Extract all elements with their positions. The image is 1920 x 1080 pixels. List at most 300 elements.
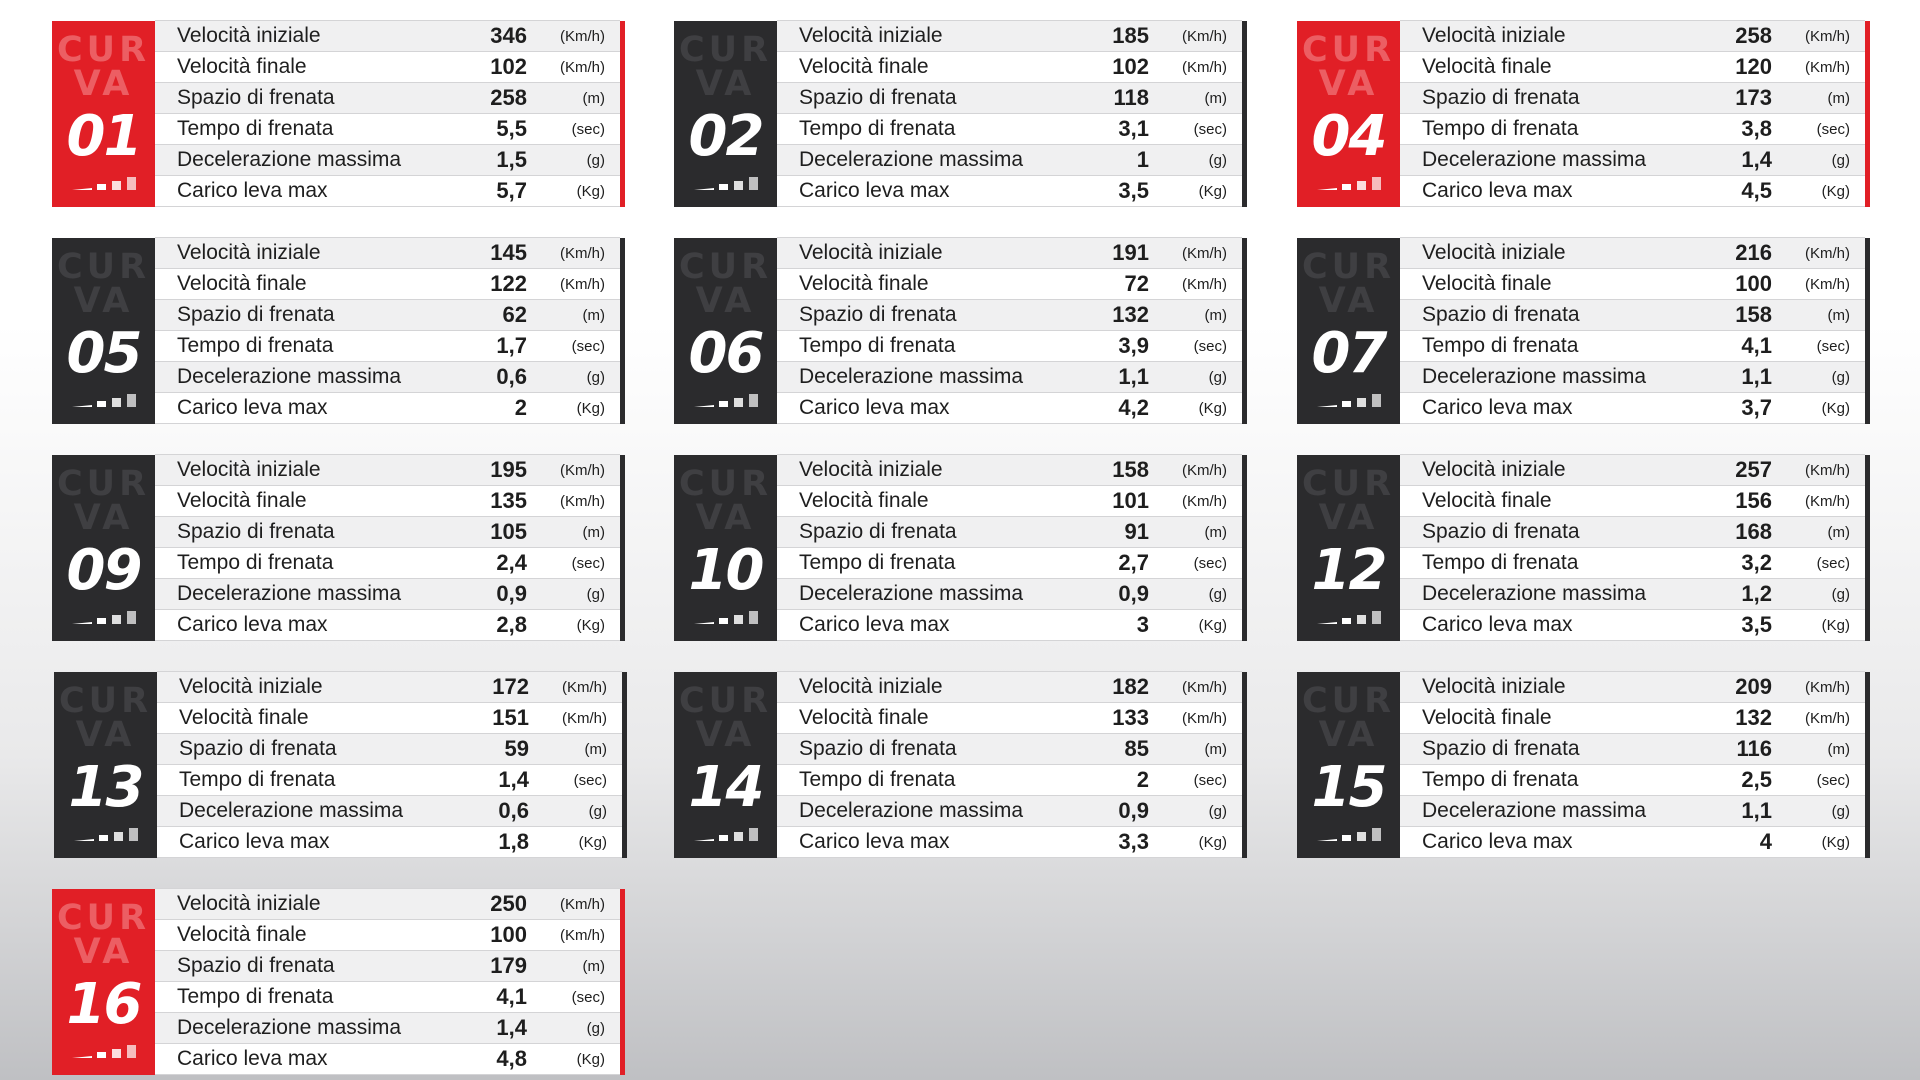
- stat-unit: (Km/h): [560, 926, 605, 944]
- stat-label: Decelerazione massima: [799, 799, 1024, 822]
- stat-label: Velocità iniziale: [177, 458, 321, 481]
- curve-card: [52, 238, 625, 424]
- curve-stats-table: [155, 21, 625, 207]
- stat-value: 62: [502, 302, 527, 327]
- stat-label: Decelerazione massima: [799, 582, 1024, 605]
- stat-row-final-speed: [777, 269, 1242, 300]
- stat-row-braking-distance: [1400, 300, 1865, 331]
- stat-label: Spazio di frenata: [799, 86, 957, 109]
- stat-value: 85: [1124, 736, 1149, 761]
- stat-label: Velocità finale: [1422, 489, 1552, 512]
- stat-row-max-deceleration: [1400, 145, 1865, 176]
- stat-unit: (m): [1204, 740, 1227, 758]
- stat-label: Decelerazione massima: [799, 365, 1024, 388]
- stat-label: Spazio di frenata: [177, 303, 335, 326]
- stat-value: 5,7: [496, 178, 527, 203]
- stat-row-max-deceleration: [155, 1013, 620, 1044]
- stat-value: 346: [490, 23, 527, 48]
- stat-unit: (Km/h): [1182, 678, 1227, 696]
- stat-value: 1: [1136, 147, 1149, 172]
- stat-value: 91: [1124, 519, 1149, 544]
- stat-label: Tempo di frenata: [177, 551, 334, 574]
- stat-unit: (g): [1831, 368, 1850, 386]
- stat-unit: (Kg): [1198, 616, 1227, 634]
- stat-value: 2,4: [496, 550, 527, 575]
- stat-label: Tempo di frenata: [177, 334, 334, 357]
- stat-row-braking-distance: [157, 734, 622, 765]
- stat-label: Carico leva max: [799, 179, 950, 202]
- stat-value: 257: [1735, 457, 1772, 482]
- stat-label: Tempo di frenata: [1422, 551, 1579, 574]
- stat-row-braking-distance: [155, 300, 620, 331]
- stat-label: Velocità iniziale: [799, 24, 943, 47]
- curve-card: [52, 455, 625, 641]
- stat-value: 191: [1112, 240, 1149, 265]
- stat-row-braking-time: [1400, 548, 1865, 579]
- stat-unit: (m): [582, 957, 605, 975]
- stat-value: 185: [1112, 23, 1149, 48]
- curve-number: 02: [688, 104, 763, 169]
- stat-unit: (g): [1208, 151, 1227, 169]
- curve-number: 14: [688, 755, 763, 820]
- stat-label: Velocità iniziale: [1422, 458, 1566, 481]
- stat-value: 145: [490, 240, 527, 265]
- stat-label: Tempo di frenata: [177, 117, 334, 140]
- stat-unit: (g): [1831, 802, 1850, 820]
- stat-value: 3,8: [1741, 116, 1772, 141]
- curve-number: 07: [1311, 321, 1386, 386]
- stat-row-braking-distance: [155, 83, 620, 114]
- stat-value: 250: [490, 891, 527, 916]
- curve-stats-table: [1400, 672, 1870, 858]
- stat-row-braking-time: [777, 548, 1242, 579]
- stat-unit: (Km/h): [1182, 27, 1227, 45]
- curve-word-top: CUR: [56, 464, 151, 504]
- stat-unit: (m): [1827, 740, 1850, 758]
- signal-bars-icon: [1317, 828, 1383, 842]
- stat-unit: (sec): [1816, 120, 1850, 138]
- signal-bars-icon: [694, 177, 760, 191]
- stat-unit: (g): [586, 1019, 605, 1037]
- stat-label: Decelerazione massima: [1422, 365, 1647, 388]
- stat-unit: (m): [1827, 306, 1850, 324]
- stat-unit: (g): [1208, 368, 1227, 386]
- stat-value: 72: [1124, 271, 1149, 296]
- curve-badge: [54, 672, 157, 858]
- stat-unit: (Km/h): [560, 492, 605, 510]
- stat-unit: (Km/h): [562, 709, 607, 727]
- stat-row-max-lever-load: [777, 176, 1242, 207]
- stat-label: Tempo di frenata: [179, 768, 336, 791]
- stat-row-final-speed: [1400, 703, 1865, 734]
- stat-label: Velocità finale: [177, 923, 307, 946]
- stat-label: Velocità iniziale: [799, 458, 943, 481]
- stat-value: 100: [490, 922, 527, 947]
- stat-unit: (Km/h): [1182, 58, 1227, 76]
- stat-label: Carico leva max: [1422, 613, 1573, 636]
- stat-unit: (Km/h): [560, 27, 605, 45]
- stat-label: Velocità finale: [1422, 706, 1552, 729]
- stat-row-initial-speed: [1400, 672, 1865, 703]
- stat-value: 1,1: [1741, 798, 1772, 823]
- stat-label: Carico leva max: [1422, 396, 1573, 419]
- stat-row-braking-time: [1400, 331, 1865, 362]
- curve-stats-table: [777, 672, 1247, 858]
- stat-label: Tempo di frenata: [1422, 117, 1579, 140]
- curve-word-top: CUR: [678, 464, 773, 504]
- stat-label: Carico leva max: [177, 1047, 328, 1070]
- signal-bars-icon: [72, 611, 138, 625]
- stat-value: 1,5: [496, 147, 527, 172]
- stat-unit: (sec): [573, 771, 607, 789]
- stat-unit: (sec): [1193, 554, 1227, 572]
- curve-word-top: CUR: [58, 681, 153, 721]
- signal-bars-icon: [1317, 177, 1383, 191]
- stat-value: 118: [1113, 85, 1149, 110]
- curve-number: 10: [688, 538, 763, 603]
- stat-row-braking-distance: [155, 517, 620, 548]
- stat-row-max-deceleration: [777, 579, 1242, 610]
- curve-stats-table: [777, 455, 1247, 641]
- stat-unit: (Kg): [1821, 616, 1850, 634]
- stat-unit: (g): [1831, 151, 1850, 169]
- stat-value: 4,5: [1741, 178, 1772, 203]
- curve-word-bottom: VA: [75, 715, 136, 755]
- stat-unit: (Km/h): [1182, 492, 1227, 510]
- stat-unit: (Km/h): [1182, 461, 1227, 479]
- curve-stats-table: [777, 238, 1247, 424]
- stat-row-max-lever-load: [155, 176, 620, 207]
- stat-label: Spazio di frenata: [1422, 737, 1580, 760]
- stat-value: 0,6: [496, 364, 527, 389]
- signal-bars-icon: [72, 394, 138, 408]
- stat-label: Decelerazione massima: [1422, 148, 1647, 171]
- stat-unit: (m): [1827, 523, 1850, 541]
- stat-row-initial-speed: [777, 21, 1242, 52]
- stat-unit: (g): [1208, 585, 1227, 603]
- stat-unit: (Kg): [578, 833, 607, 851]
- curve-number: 15: [1311, 755, 1386, 820]
- stat-unit: (Kg): [1821, 182, 1850, 200]
- stat-row-max-deceleration: [155, 145, 620, 176]
- stat-unit: (sec): [1816, 771, 1850, 789]
- stat-row-max-deceleration: [777, 796, 1242, 827]
- stat-label: Carico leva max: [179, 830, 330, 853]
- curve-word-bottom: VA: [73, 498, 134, 538]
- stat-value: 4,2: [1118, 395, 1149, 420]
- stat-unit: (Kg): [576, 1050, 605, 1068]
- stat-value: 158: [1735, 302, 1772, 327]
- stat-label: Velocità finale: [799, 55, 929, 78]
- stat-unit: (Km/h): [560, 58, 605, 76]
- stat-value: 120: [1735, 54, 1772, 79]
- stat-unit: (sec): [571, 554, 605, 572]
- curve-word-top: CUR: [56, 898, 151, 938]
- stat-value: 4,1: [1741, 333, 1772, 358]
- stat-value: 4,8: [496, 1046, 527, 1071]
- stat-row-max-lever-load: [155, 610, 620, 641]
- stat-row-max-lever-load: [777, 393, 1242, 424]
- stat-unit: (Km/h): [1182, 275, 1227, 293]
- stat-value: 258: [490, 85, 527, 110]
- stat-label: Carico leva max: [799, 830, 950, 853]
- curve-word-top: CUR: [1301, 30, 1396, 70]
- stat-row-initial-speed: [777, 455, 1242, 486]
- stat-row-max-deceleration: [777, 362, 1242, 393]
- stat-label: Carico leva max: [1422, 830, 1573, 853]
- stat-row-max-lever-load: [777, 827, 1242, 858]
- stat-row-initial-speed: [155, 889, 620, 920]
- stat-row-braking-distance: [1400, 517, 1865, 548]
- curve-card: [1297, 672, 1870, 858]
- stat-value: 0,9: [1118, 798, 1149, 823]
- stat-unit: (Km/h): [1182, 709, 1227, 727]
- stat-label: Velocità iniziale: [799, 675, 943, 698]
- stat-label: Tempo di frenata: [799, 117, 956, 140]
- curve-word-top: CUR: [678, 681, 773, 721]
- stat-label: Spazio di frenata: [1422, 86, 1580, 109]
- stat-value: 258: [1735, 23, 1772, 48]
- curve-word-bottom: VA: [695, 64, 756, 104]
- curve-badge: [52, 455, 155, 641]
- curve-word-bottom: VA: [695, 715, 756, 755]
- stat-unit: (sec): [571, 337, 605, 355]
- stat-row-initial-speed: [157, 672, 622, 703]
- stat-row-max-deceleration: [1400, 362, 1865, 393]
- stat-label: Velocità finale: [1422, 272, 1552, 295]
- stat-value: 100: [1735, 271, 1772, 296]
- stat-unit: (Km/h): [560, 275, 605, 293]
- stat-value: 1,1: [1118, 364, 1149, 389]
- stat-label: Carico leva max: [799, 396, 950, 419]
- stat-label: Decelerazione massima: [177, 1016, 402, 1039]
- curve-badge: [52, 21, 155, 207]
- stat-unit: (Km/h): [1805, 492, 1850, 510]
- stat-row-final-speed: [155, 486, 620, 517]
- stat-value: 173: [1735, 85, 1772, 110]
- stat-unit: (g): [1208, 802, 1227, 820]
- stat-label: Decelerazione massima: [177, 365, 402, 388]
- stat-value: 0,6: [498, 798, 529, 823]
- stat-row-max-deceleration: [155, 579, 620, 610]
- signal-bars-icon: [74, 828, 140, 842]
- stat-value: 122: [490, 271, 527, 296]
- curve-card: [674, 455, 1247, 641]
- curve-stats-table: [157, 672, 627, 858]
- stat-label: Decelerazione massima: [177, 148, 402, 171]
- curve-word-bottom: VA: [73, 64, 134, 104]
- stat-label: Tempo di frenata: [177, 985, 334, 1008]
- stat-label: Carico leva max: [799, 613, 950, 636]
- stat-value: 4,1: [496, 984, 527, 1009]
- curve-card: [1297, 455, 1870, 641]
- stat-value: 172: [492, 674, 529, 699]
- stat-unit: (g): [586, 585, 605, 603]
- stat-value: 105: [490, 519, 527, 544]
- stat-value: 3,2: [1741, 550, 1772, 575]
- stat-unit: (Kg): [1821, 399, 1850, 417]
- curve-stats-table: [155, 455, 625, 641]
- stat-value: 0,9: [1118, 581, 1149, 606]
- stat-row-max-lever-load: [777, 610, 1242, 641]
- curve-badge: [674, 238, 777, 424]
- stat-value: 59: [504, 736, 529, 761]
- curve-stats-table: [1400, 21, 1870, 207]
- stat-row-braking-distance: [777, 734, 1242, 765]
- stat-value: 132: [1735, 705, 1772, 730]
- curve-badge: [1297, 238, 1400, 424]
- stat-value: 1,4: [496, 1015, 527, 1040]
- curve-number: 05: [66, 321, 141, 386]
- stat-row-max-lever-load: [155, 1044, 620, 1075]
- stat-value: 116: [1736, 736, 1772, 761]
- curve-card: [1297, 21, 1870, 207]
- curve-card: [1297, 238, 1870, 424]
- stat-unit: (m): [1204, 89, 1227, 107]
- stat-row-final-speed: [1400, 269, 1865, 300]
- stat-unit: (Km/h): [1805, 275, 1850, 293]
- stat-label: Spazio di frenata: [179, 737, 337, 760]
- stat-unit: (g): [586, 151, 605, 169]
- stat-row-max-deceleration: [157, 796, 622, 827]
- stat-value: 102: [490, 54, 527, 79]
- stat-row-max-lever-load: [1400, 393, 1865, 424]
- curve-number: 09: [66, 538, 141, 603]
- stat-unit: (Km/h): [1805, 244, 1850, 262]
- curve-number: 13: [68, 755, 143, 820]
- stat-unit: (sec): [571, 120, 605, 138]
- curve-word-top: CUR: [1301, 681, 1396, 721]
- stat-label: Velocità iniziale: [177, 241, 321, 264]
- stat-row-initial-speed: [777, 238, 1242, 269]
- stat-unit: (Km/h): [560, 461, 605, 479]
- stat-unit: (g): [588, 802, 607, 820]
- stat-value: 3,5: [1741, 612, 1772, 637]
- stat-label: Velocità finale: [177, 272, 307, 295]
- stat-value: 158: [1112, 457, 1149, 482]
- curve-card: [52, 889, 625, 1075]
- stat-label: Spazio di frenata: [1422, 520, 1580, 543]
- curve-word-top: CUR: [1301, 464, 1396, 504]
- curve-card: [54, 672, 627, 858]
- stat-row-final-speed: [1400, 52, 1865, 83]
- curve-card: [674, 21, 1247, 207]
- stat-label: Decelerazione massima: [177, 582, 402, 605]
- stat-row-initial-speed: [777, 672, 1242, 703]
- stat-row-initial-speed: [155, 21, 620, 52]
- stat-value: 1,2: [1741, 581, 1772, 606]
- stat-value: 3: [1136, 612, 1149, 637]
- stat-label: Carico leva max: [177, 396, 328, 419]
- curve-word-top: CUR: [56, 247, 151, 287]
- stat-label: Velocità finale: [179, 706, 309, 729]
- stat-label: Velocità finale: [177, 489, 307, 512]
- stat-label: Spazio di frenata: [799, 520, 957, 543]
- stat-label: Velocità iniziale: [1422, 241, 1566, 264]
- curve-badge: [1297, 672, 1400, 858]
- stat-unit: (Kg): [1198, 833, 1227, 851]
- stat-value: 3,1: [1118, 116, 1149, 141]
- stat-unit: (m): [582, 89, 605, 107]
- signal-bars-icon: [694, 828, 760, 842]
- stat-label: Velocità iniziale: [177, 892, 321, 915]
- stat-value: 182: [1112, 674, 1149, 699]
- curve-number: 01: [66, 104, 141, 169]
- stat-unit: (Kg): [576, 616, 605, 634]
- stat-unit: (Kg): [576, 182, 605, 200]
- curve-word-bottom: VA: [1318, 715, 1379, 755]
- stat-label: Tempo di frenata: [1422, 768, 1579, 791]
- stat-row-final-speed: [1400, 486, 1865, 517]
- stat-value: 132: [1112, 302, 1149, 327]
- stat-unit: (Km/h): [1805, 461, 1850, 479]
- curve-word-bottom: VA: [1318, 64, 1379, 104]
- stat-unit: (sec): [571, 988, 605, 1006]
- curve-badge: [674, 672, 777, 858]
- stat-row-max-lever-load: [1400, 827, 1865, 858]
- stat-value: 1,4: [498, 767, 529, 792]
- stat-unit: (sec): [1193, 771, 1227, 789]
- signal-bars-icon: [694, 394, 760, 408]
- stat-row-braking-distance: [155, 951, 620, 982]
- stat-unit: (Km/h): [1805, 678, 1850, 696]
- stat-row-initial-speed: [155, 238, 620, 269]
- curve-word-bottom: VA: [695, 498, 756, 538]
- stat-label: Spazio di frenata: [1422, 303, 1580, 326]
- stat-row-initial-speed: [1400, 21, 1865, 52]
- stat-unit: (Km/h): [1805, 58, 1850, 76]
- curve-word-bottom: VA: [73, 932, 134, 972]
- stat-row-braking-time: [155, 982, 620, 1013]
- stat-value: 195: [490, 457, 527, 482]
- stat-label: Velocità iniziale: [177, 24, 321, 47]
- stat-row-final-speed: [155, 920, 620, 951]
- stat-label: Tempo di frenata: [799, 768, 956, 791]
- curve-badge: [1297, 455, 1400, 641]
- stat-row-braking-time: [155, 114, 620, 145]
- stat-row-max-lever-load: [1400, 610, 1865, 641]
- stat-value: 1,7: [496, 333, 527, 358]
- stat-value: 5,5: [496, 116, 527, 141]
- stat-unit: (Kg): [1198, 399, 1227, 417]
- curve-word-top: CUR: [1301, 247, 1396, 287]
- stat-value: 3,7: [1741, 395, 1772, 420]
- stat-unit: (sec): [1193, 120, 1227, 138]
- stat-row-braking-distance: [777, 83, 1242, 114]
- curve-badge: [52, 238, 155, 424]
- stat-unit: (Kg): [1198, 182, 1227, 200]
- stat-value: 2,5: [1741, 767, 1772, 792]
- stat-label: Velocità iniziale: [1422, 24, 1566, 47]
- signal-bars-icon: [694, 611, 760, 625]
- stat-unit: (Kg): [1821, 833, 1850, 851]
- curve-word-bottom: VA: [1318, 498, 1379, 538]
- stat-label: Carico leva max: [177, 613, 328, 636]
- curve-word-top: CUR: [56, 30, 151, 70]
- curve-stats-table: [155, 238, 625, 424]
- stat-row-initial-speed: [155, 455, 620, 486]
- stat-value: 3,9: [1118, 333, 1149, 358]
- curve-word-bottom: VA: [73, 281, 134, 321]
- stat-label: Velocità finale: [1422, 55, 1552, 78]
- curve-number: 16: [66, 972, 141, 1037]
- stat-label: Spazio di frenata: [799, 737, 957, 760]
- curve-badge: [52, 889, 155, 1075]
- stat-label: Tempo di frenata: [799, 551, 956, 574]
- curve-word-bottom: VA: [695, 281, 756, 321]
- stat-row-max-deceleration: [777, 145, 1242, 176]
- stat-value: 1,4: [1741, 147, 1772, 172]
